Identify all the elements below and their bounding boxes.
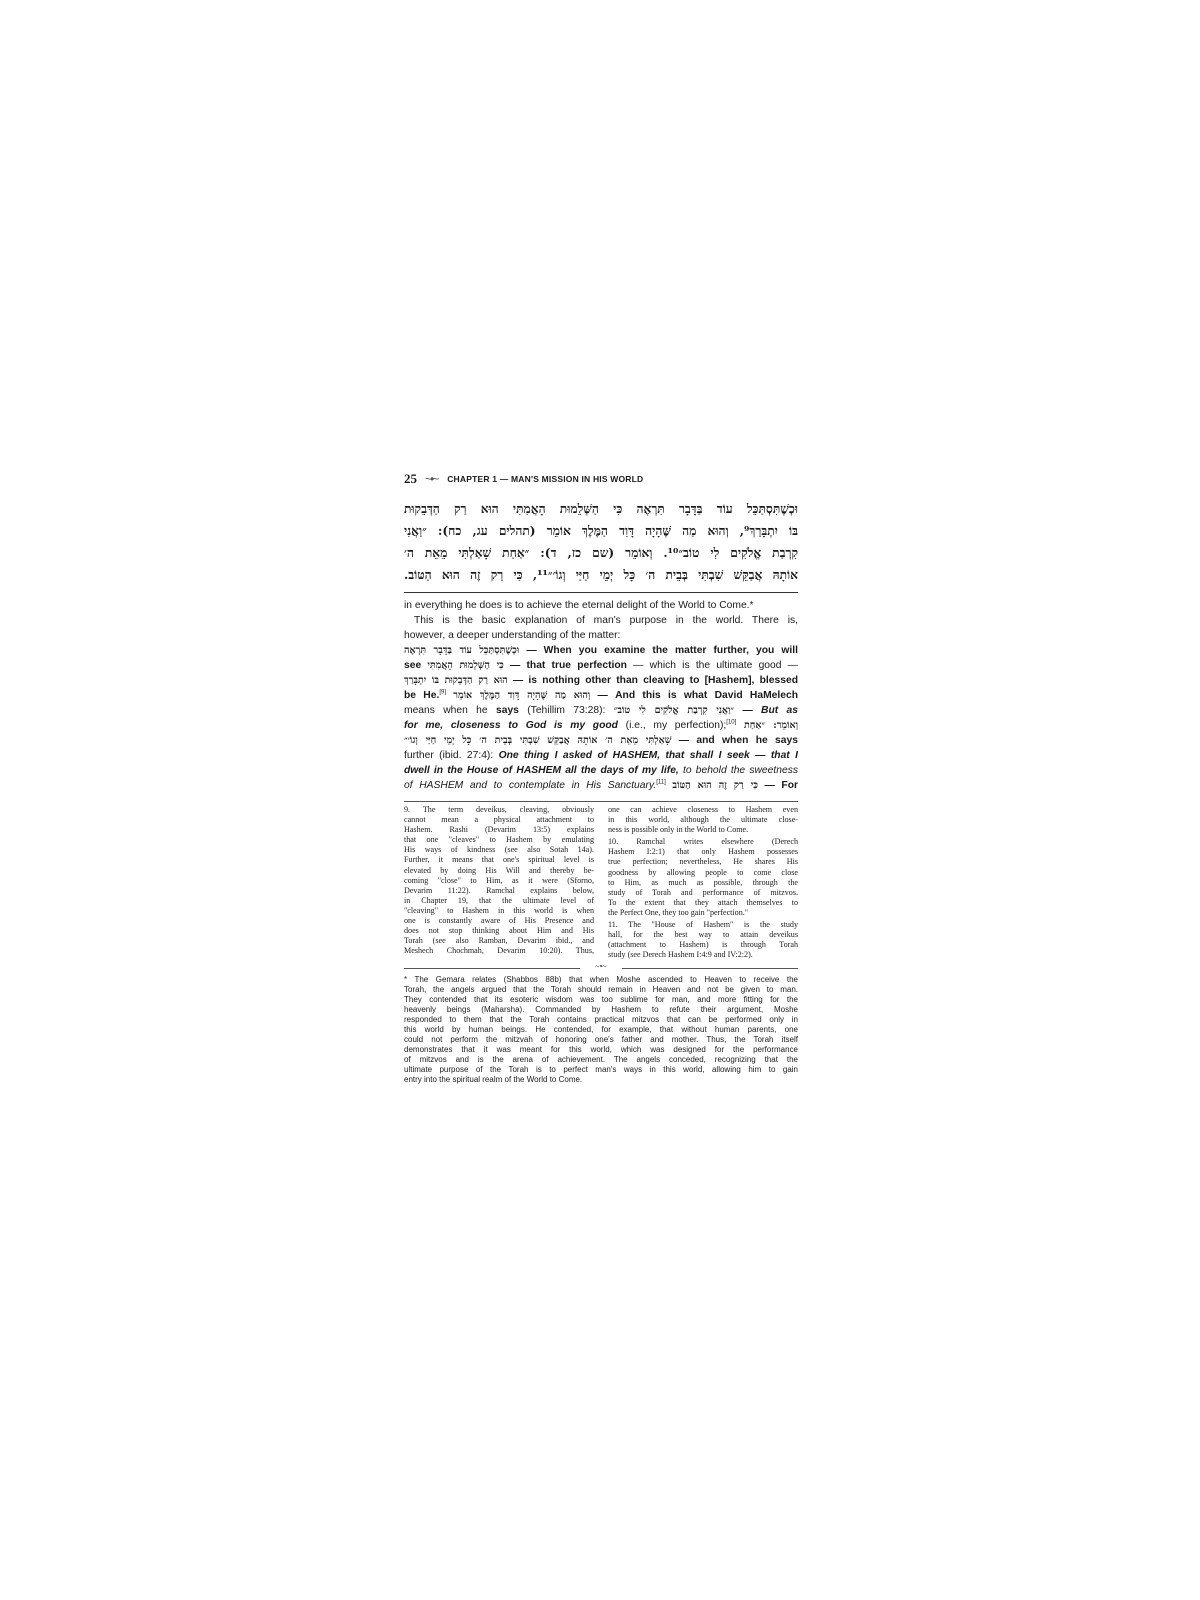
text-run: — But as: [742, 705, 798, 716]
footnote-line: hall, for the best way to attain deveikus: [608, 930, 798, 940]
footnote-line: elevated by doing His Will and thereby be-: [404, 865, 594, 875]
footnote-line: cannot mean a physical attachment to: [404, 815, 594, 825]
footnote-line: Torah (see also Ramban, Devarim ibid., and: [404, 936, 594, 946]
star-note-line: They contended that its esoteric wisdom was too sublime for man, and more fitting for the: [404, 995, 798, 1005]
star-footnote: [404, 975, 798, 1085]
footnote-line: To the extent that they attach themselves to: [608, 897, 798, 907]
footnotes-left-column: [404, 805, 594, 960]
divider-line: [622, 968, 798, 969]
phrase-translation: — that true perfection: [509, 660, 627, 671]
text-run: (i.e., my perfection);: [625, 720, 727, 731]
text-run: says: [495, 705, 519, 716]
star-note-line: responded to them that the Torah contains practical mitzvos that can be performed only in: [404, 1015, 798, 1025]
footnote-line: in this world, although the ultimate close-: [608, 815, 798, 825]
translation-line: [404, 733, 798, 748]
translation-line: [404, 643, 798, 658]
hebrew-line: אוֹתָהּ אֲבַקֵּשׁ שִׁבְתִּי בְּבֵית ה׳ כָּל יְמֵי חַיַּי וְגוֹ׳״¹¹, כִּי רַק זֶה הוּא הַטּוֹב.: [404, 568, 798, 582]
translation-line: [404, 703, 798, 718]
footnote-line: true perfection; nevertheless, He shares His: [608, 857, 798, 867]
phrase-translation: — When you examine the matter further, you will: [526, 645, 798, 656]
text-run: dwell in the House of HASHEM all the days of my life,: [404, 765, 679, 776]
hebrew-phrase: כִּי רַק זֶה הוּא הַטּוֹב: [672, 780, 758, 791]
footnote-line: Hashem I:2:1) that only Hashem possesses: [608, 847, 798, 857]
footnotes-right-column: [608, 805, 798, 960]
footnote-ref: [10]: [726, 719, 737, 726]
phrase-translation: — And this is what David HaMelech: [597, 690, 798, 701]
star-note-line: entry into the spiritual realm of the World to Come.: [404, 1075, 583, 1085]
footnote-line: study of Torah and performance of mitzvos.: [608, 887, 798, 897]
chapter-title: CHAPTER 1 — MAN'S MISSION IN HIS WORLD: [447, 474, 644, 484]
footnote-line: 10. Ramchal writes elsewhere (Derech: [608, 837, 798, 847]
translation-line: [404, 688, 798, 703]
translation-text: [404, 598, 798, 793]
footnote-ref: [11]: [656, 779, 666, 786]
hebrew-phrase: שָׁאַלְתִּי מֵאֵת ה׳ אוֹתָהּ אֲבַקֵּשׁ שִׁבְתִּי בְּבֵית ה׳ כָּל יְמֵי חַיַּי וְגוֹ׳״: [404, 735, 672, 746]
phrase-translation: see: [404, 660, 422, 671]
hebrew-phrase: וְהוּא מַה שֶּׁהָיָה דָּוִד הַמֶּלֶךְ אוֹמֵר: [453, 690, 591, 701]
hebrew-phrase: וּכְשֶׁתִּסְתַּכֵּל עוֹד בַּדָּבָר תִּרְאֶה: [404, 645, 520, 656]
text-run: means when he: [404, 705, 488, 716]
text-run: (Tehillim 73:28):: [527, 705, 606, 716]
star-note-line: this world by human beings. He contended, for example, that without human parents, one: [404, 1025, 798, 1035]
footnote-line: "cleaving" to Hashem in this world is when: [404, 905, 594, 915]
translation-line: [404, 658, 798, 673]
footnote-ref: [9]: [439, 689, 446, 696]
footnote-line: coming "close" to Him, as it were (Sforno,: [404, 875, 594, 885]
footnote-line: 9. The term deveikus, cleaving, obviously: [404, 805, 594, 814]
divider-ornament-icon: ~•~: [595, 962, 607, 972]
star-note-line: ultimate purpose of the Torah is to perfect man's ways in this world, allowing him to gain: [404, 1065, 798, 1075]
translation-line: [404, 748, 798, 763]
hebrew-line: וּכְשֶׁתִּסְתַּכֵּל עוֹד בַּדָּבָר תִּרְאֶה כִּי הַשְּׁלֵמוּת הָאֲמִתִּי הוּא רַק הַדְּבֵקוּת: [404, 502, 798, 516]
footnote-line: the Perfect One, they too gain "perfection.": [608, 907, 749, 917]
hebrew-source-text: [404, 498, 798, 586]
phrase-translation: — is nothing other than cleaving to [Hashem], blessed: [512, 675, 798, 686]
page-number: 25: [404, 471, 417, 486]
hebrew-phrase: הוּא רַק הַדְּבֵקוּת בּוֹ יִתְבָּרַךְ: [404, 675, 508, 686]
footnote-divider: [404, 962, 798, 972]
footnote-line: one can achieve closeness to Hashem even: [608, 805, 798, 814]
footnote-line: that one "cleaves" to Hashem by emulating: [404, 835, 594, 845]
hebrew-line: קִרְבַת אֱלֹקִים לִי טוֹב״¹⁰. וְאוֹמֵר (שם כז, ד): ״אַחַת שָׁאַלְתִּי מֵאֵת ה׳: [404, 546, 798, 560]
footnote-line: Devarim 11:22). Ramchal explains below,: [404, 885, 594, 895]
footnote-line: goodness by allowing people to come close: [608, 867, 798, 877]
running-head: [404, 470, 798, 488]
book-page: [404, 470, 798, 1085]
divider-line: [404, 968, 580, 969]
star-note-line: heavenly beings (Maharsha). Commanded by Hashem to refute their argument, Moshe: [404, 1005, 798, 1015]
translation-line: in everything he does is to achieve the eternal delight of the World to Come.*: [404, 600, 754, 611]
footnote-line: 11. The "House of Hashem" is the study: [608, 920, 798, 930]
text-run: — For: [764, 780, 798, 791]
translation-line: [404, 673, 798, 688]
text-run: One thing I asked of HASHEM, that shall I seek — that I: [498, 750, 798, 761]
translation-line: however, a deeper understanding of the matter:: [404, 630, 621, 641]
footnote-line: to Him, as much as possible, through the: [608, 877, 798, 887]
text-run: further (ibid. 27:4):: [404, 750, 494, 761]
translation-line: [404, 778, 798, 793]
star-note-line: Torah, the angels argued that the Torah should remain in Heaven and not be given to man.: [404, 985, 798, 995]
ornament-icon: ~•~: [425, 472, 438, 486]
footnote-line: (attachment to Hashem) is through Torah: [608, 940, 798, 950]
footnote-line: Hashem. Rashi (Devarim 13:5) explains: [404, 825, 594, 835]
hebrew-phrase: ״וַאֲנִי קִרְבַת אֱלֹקִים לִי טוֹב״: [613, 705, 735, 716]
translation-line: [404, 718, 798, 733]
footnote-line: study (see Derech Hashem I:4:9 and IV:2:2).: [608, 950, 753, 960]
hebrew-phrase: וְאוֹמֵר: ״אַחַת: [743, 720, 798, 731]
section-rule: [404, 592, 798, 593]
phrase-translation: be He.: [404, 690, 440, 701]
phrase-gloss: — which is the ultimate good —: [633, 660, 798, 671]
text-run: — and when: [678, 735, 749, 746]
footnote-line: His ways of kindness (see also Sotah 14a).: [404, 845, 594, 855]
footnote-line: Further, it means that one's spiritual level is: [404, 855, 594, 865]
text-run: he says: [755, 735, 798, 746]
star-note-line: * The Gemara relates (Shabbos 88b) that when Moshe ascended to Heaven to receive the: [404, 975, 798, 985]
hebrew-phrase: כִּי הַשְּׁלֵמוּת הָאֲמִתִּי: [427, 660, 504, 671]
star-note-line: of mitzvos and is the arena of achievement. The angels conceded, recognizing that the: [404, 1055, 798, 1065]
footnotes: [404, 801, 798, 960]
translation-line: [404, 763, 798, 778]
text-run: to behold the sweetness: [682, 765, 798, 776]
footnote-line: ness is possible only in the World to Come.: [608, 825, 749, 835]
star-note-line: could not perform the mitzvah of honoring one's father and mother. Thus, the Torah itself: [404, 1035, 798, 1045]
text-run: of HASHEM and to contemplate in His Sanctuary.: [404, 780, 657, 791]
translation-line: This is the basic explanation of man's purpose in the world. There is,: [414, 615, 798, 626]
star-note-line: demonstrates that it was meant for this world, which was designed for the performance: [404, 1045, 798, 1055]
footnote-line: one is constantly aware of His Presence and: [404, 916, 594, 926]
footnote-line: in Chapter 19, that the ultimate level of: [404, 895, 594, 905]
footnote-line: Meshech Chochmah, Devarim 10:20). Thus,: [404, 946, 594, 956]
hebrew-line: בּוֹ יִתְבָּרַךְ⁹, וְהוּא מַה שֶּׁהָיָה דָּוִד הַמֶּלֶךְ אוֹמֵר (תהלים עג, כח): ״וַאֲנִי: [404, 524, 798, 538]
text-run: for me, closeness to God is my good: [404, 720, 618, 731]
footnote-line: does not stop thinking about Him and His: [404, 926, 594, 936]
